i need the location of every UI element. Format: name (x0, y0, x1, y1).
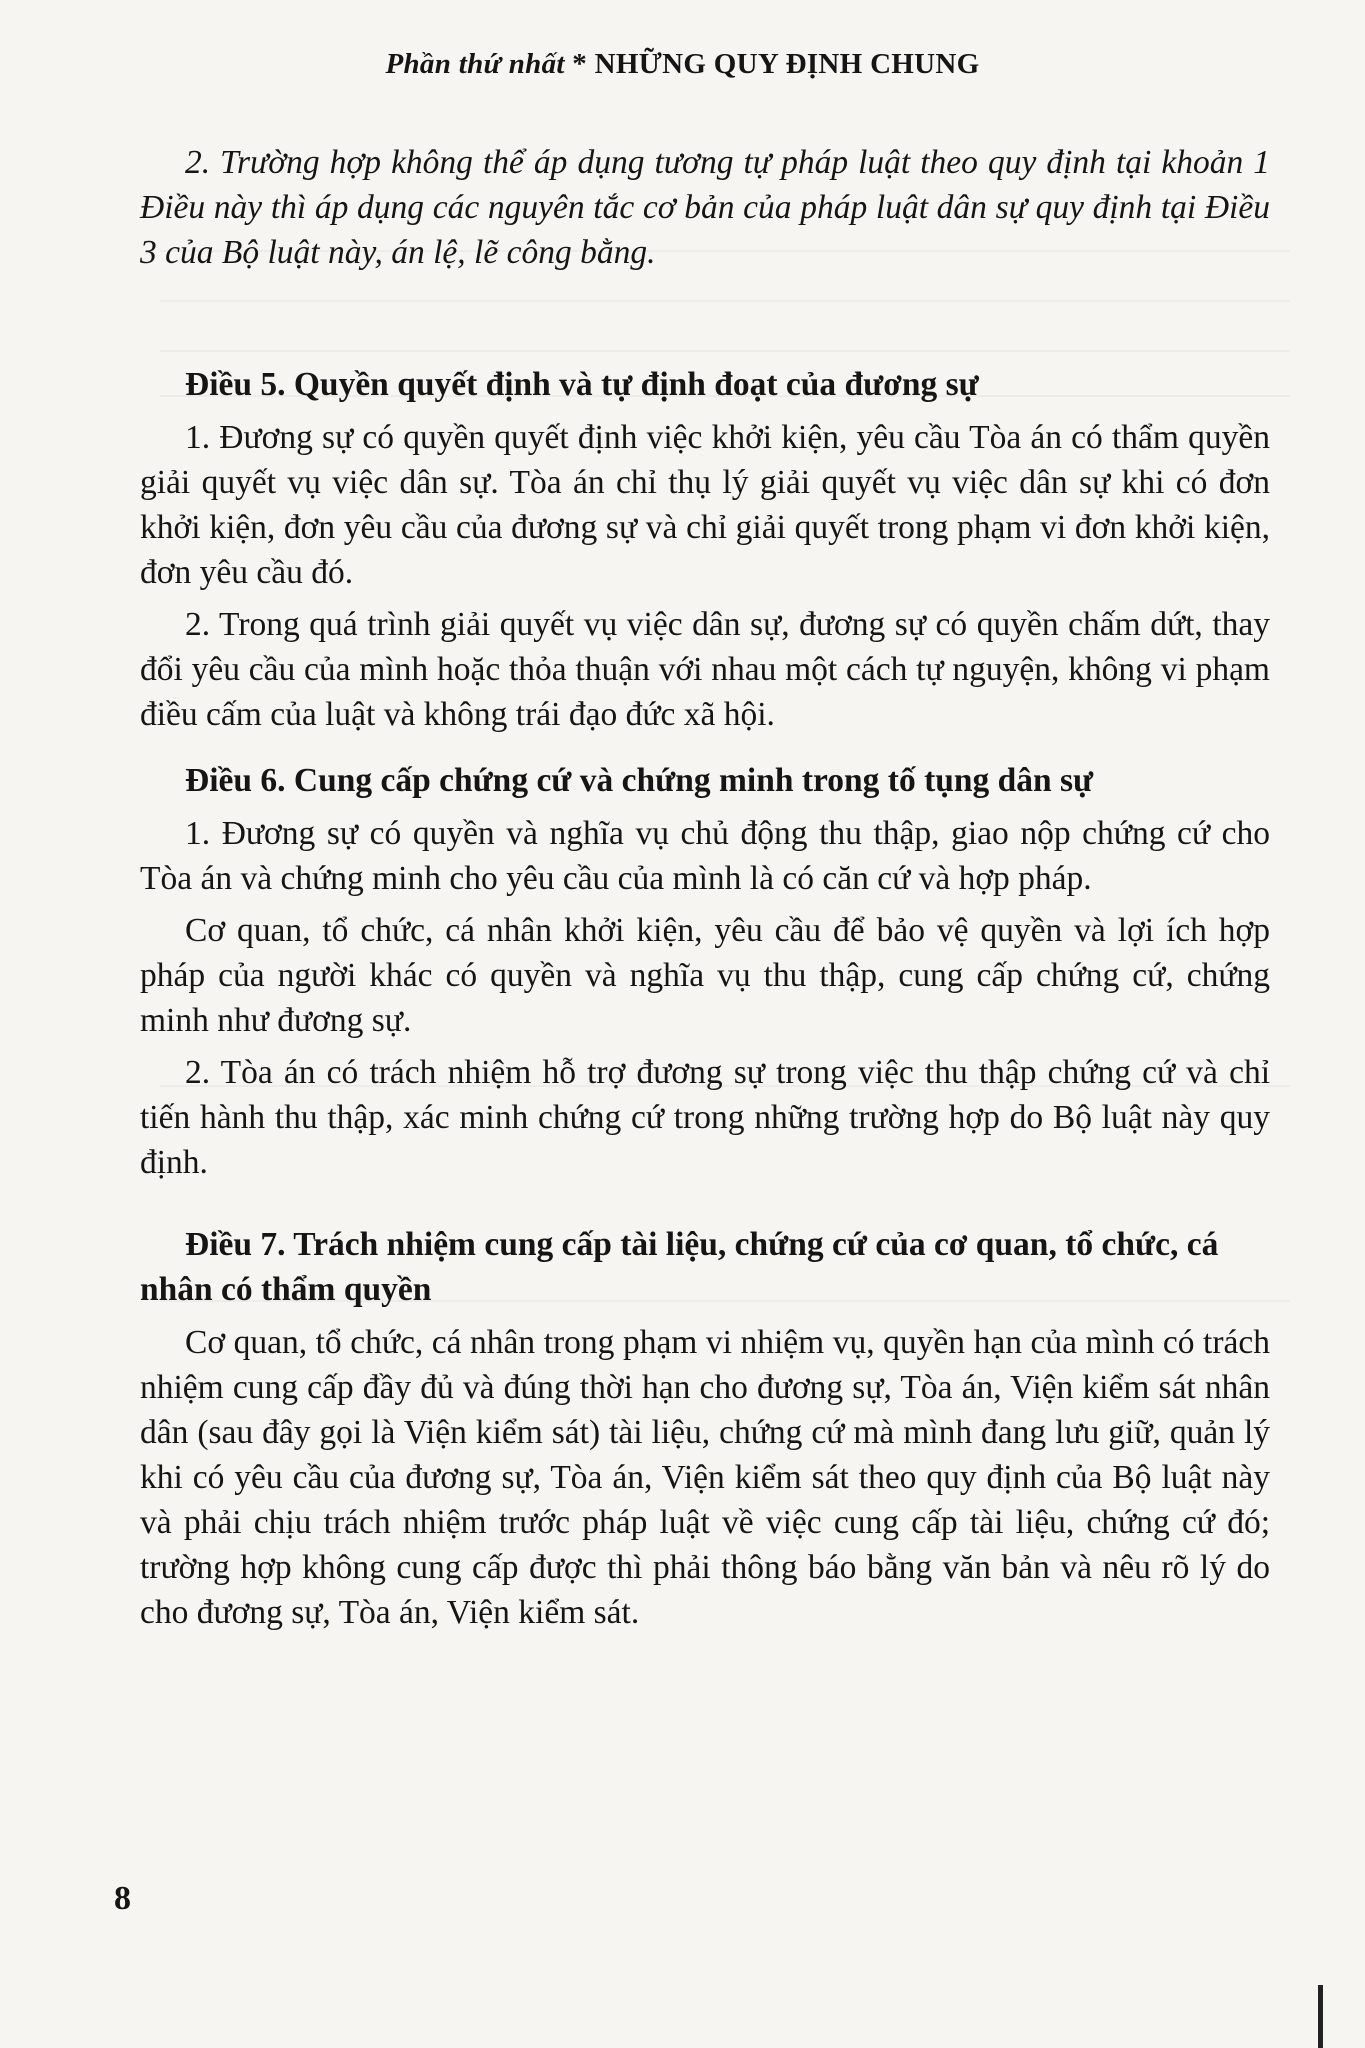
article-heading: Điều 5. Quyền quyết định và tự định đoạt của đương sự (185, 366, 979, 403)
article-paragraph: 1. Đương sự có quyền và nghĩa vụ chủ động thu thập, giao nộp chứng cứ cho Tòa án và chứng minh cho yêu cầu của mình là có căn cứ và hợp pháp. (140, 815, 1270, 897)
article-heading: Điều 7. Trách nhiệm cung cấp tài liệu, chứng cứ của cơ quan, tổ chức, cá nhân có thẩm quyền (140, 1226, 1219, 1308)
header-separator: * (564, 48, 595, 80)
intro-paragraph: 2. Trường hợp không thể áp dụng tương tự pháp luật theo quy định tại khoản 1 Điều này thì áp dụng các nguyên tắc cơ bản của pháp luật dân sự quy định tại Điều 3 của Bộ luật này, án lệ, lẽ công bằng. (140, 144, 1270, 271)
article-5 (140, 362, 1270, 737)
spacer (140, 1192, 1270, 1222)
page-body (140, 140, 1270, 1642)
article-heading: Điều 6. Cung cấp chứng cứ và chứng minh trong tố tụng dân sự (185, 762, 1094, 799)
article-6 (140, 758, 1270, 1185)
spacer (140, 282, 1270, 362)
article-paragraph: 1. Đương sự có quyền quyết định việc khởi kiện, yêu cầu Tòa án có thẩm quyền giải quyết vụ việc dân sự. Tòa án chỉ thụ lý giải quyết vụ việc dân sự khi có đơn khởi kiện, đơn yêu cầu của đương sự và chỉ giải quyết trong phạm vi đơn khởi kiện, đơn yêu cầu đó. (140, 419, 1270, 591)
article-7 (140, 1222, 1270, 1635)
article-paragraph: 2. Trong quá trình giải quyết vụ việc dân sự, đương sự có quyền chấm dứt, thay đổi yêu cầu của mình hoặc thỏa thuận với nhau một cách tự nguyện, không vi phạm điều cấm của luật và không trái đạo đức xã hội. (140, 606, 1270, 733)
header-part: Phần thứ nhất (385, 48, 565, 80)
article-paragraph: Cơ quan, tổ chức, cá nhân khởi kiện, yêu cầu để bảo vệ quyền và lợi ích hợp pháp của người khác có quyền và nghĩa vụ thu thập, cung cấp chứng cứ, chứng minh như đương sự. (140, 912, 1270, 1039)
page-edge-mark (1318, 1985, 1323, 2048)
spacer (140, 744, 1270, 758)
header-title: NHỮNG QUY ĐỊNH CHUNG (594, 48, 980, 80)
article-paragraph: 2. Tòa án có trách nhiệm hỗ trợ đương sự trong việc thu thập chứng cứ và chỉ tiến hành thu thập, xác minh chứng cứ trong những trường hợp do Bộ luật này quy định. (140, 1054, 1270, 1181)
running-header (0, 48, 1365, 81)
article-paragraph: Cơ quan, tổ chức, cá nhân trong phạm vi nhiệm vụ, quyền hạn của mình có trách nhiệm cung cấp đầy đủ và đúng thời hạn cho đương sự, Tòa án, Viện kiểm sát nhân dân (sau đây gọi là Viện kiểm sát) tài liệu, chứng cứ mà mình đang lưu giữ, quản lý khi có yêu cầu của đương sự, Tòa án, Viện kiểm sát theo quy định của Bộ luật này và phải chịu trách nhiệm trước pháp luật về việc cung cấp tài liệu, chứng cứ đó; trường hợp không cung cấp được thì phải thông báo bằng văn bản và nêu rõ lý do cho đương sự, Tòa án, Viện kiểm sát. (140, 1324, 1270, 1631)
page-number: 8 (114, 1880, 131, 1917)
